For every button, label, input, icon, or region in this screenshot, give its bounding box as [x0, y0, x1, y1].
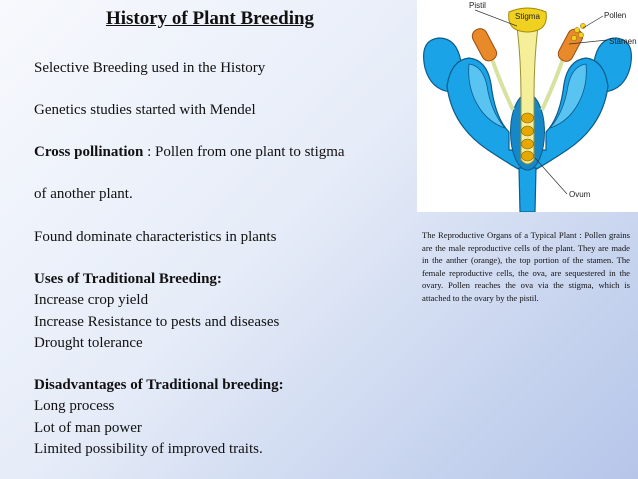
disadvantages-heading: [34, 377, 284, 394]
label-pollen: Pollen: [604, 11, 627, 20]
slide-title: History of Plant Breeding: [105, 8, 315, 29]
label-stigma: Stigma: [515, 12, 540, 21]
ovule: [522, 113, 534, 123]
uses-heading: [34, 271, 222, 288]
text-cross-pollination: [34, 144, 345, 161]
text-genetics-mendel: Genetics studies started with Mendel: [34, 102, 256, 118]
flower-diagram-svg: [417, 0, 638, 212]
disadvantages-item-man-power: Lot of man power: [34, 420, 142, 436]
ovule: [522, 151, 534, 161]
text-dominate-characteristics: Found dominate characteristics in plants: [34, 229, 277, 245]
label-pistil: Pistil: [469, 1, 486, 10]
disadvantages-item-limited-traits: Limited possibility of improved traits.: [34, 441, 263, 457]
ovum-leader: [535, 158, 567, 194]
pollen-grain: [571, 35, 576, 40]
cross-pollination-definition: : Pollen from one plant to stigma: [143, 144, 345, 160]
figure-caption: The Reproductive Organs of a Typical Plant : Pollen grains are the male reproductive cells of the plant. They are made in the anther (orange), the top portion of the stamen. The female reproductive cells, the ova, are sequestered in the ovary. Pollen reaches the ova via the stigma, which is attached to the ovary by the pistil.: [422, 230, 630, 303]
label-stamen: Stamen: [609, 37, 637, 46]
uses-item-resistance: Increase Resistance to pests and diseases: [34, 314, 280, 330]
uses-heading-text: Uses of Traditional Breeding:: [34, 271, 222, 287]
uses-item-drought: Drought tolerance: [34, 335, 143, 351]
cross-pollination-term: Cross pollination: [34, 144, 144, 160]
flower-diagram: [417, 0, 638, 212]
text-another-plant: of another plant.: [34, 186, 133, 202]
label-ovum: Ovum: [569, 190, 591, 199]
uses-item-crop-yield: Increase crop yield: [34, 292, 149, 308]
disadvantages-heading-text: Disadvantages of Traditional breeding:: [34, 377, 284, 393]
pollen-grain: [578, 32, 583, 37]
ovule: [522, 126, 534, 136]
disadvantages-item-long-process: Long process: [34, 398, 115, 414]
pollen-leader: [583, 16, 603, 28]
stem: [519, 168, 536, 212]
left-anther: [470, 26, 499, 63]
pollen-grain: [574, 27, 579, 32]
ovule: [522, 139, 534, 149]
text-selective-breeding: Selective Breeding used in the History: [34, 60, 266, 76]
